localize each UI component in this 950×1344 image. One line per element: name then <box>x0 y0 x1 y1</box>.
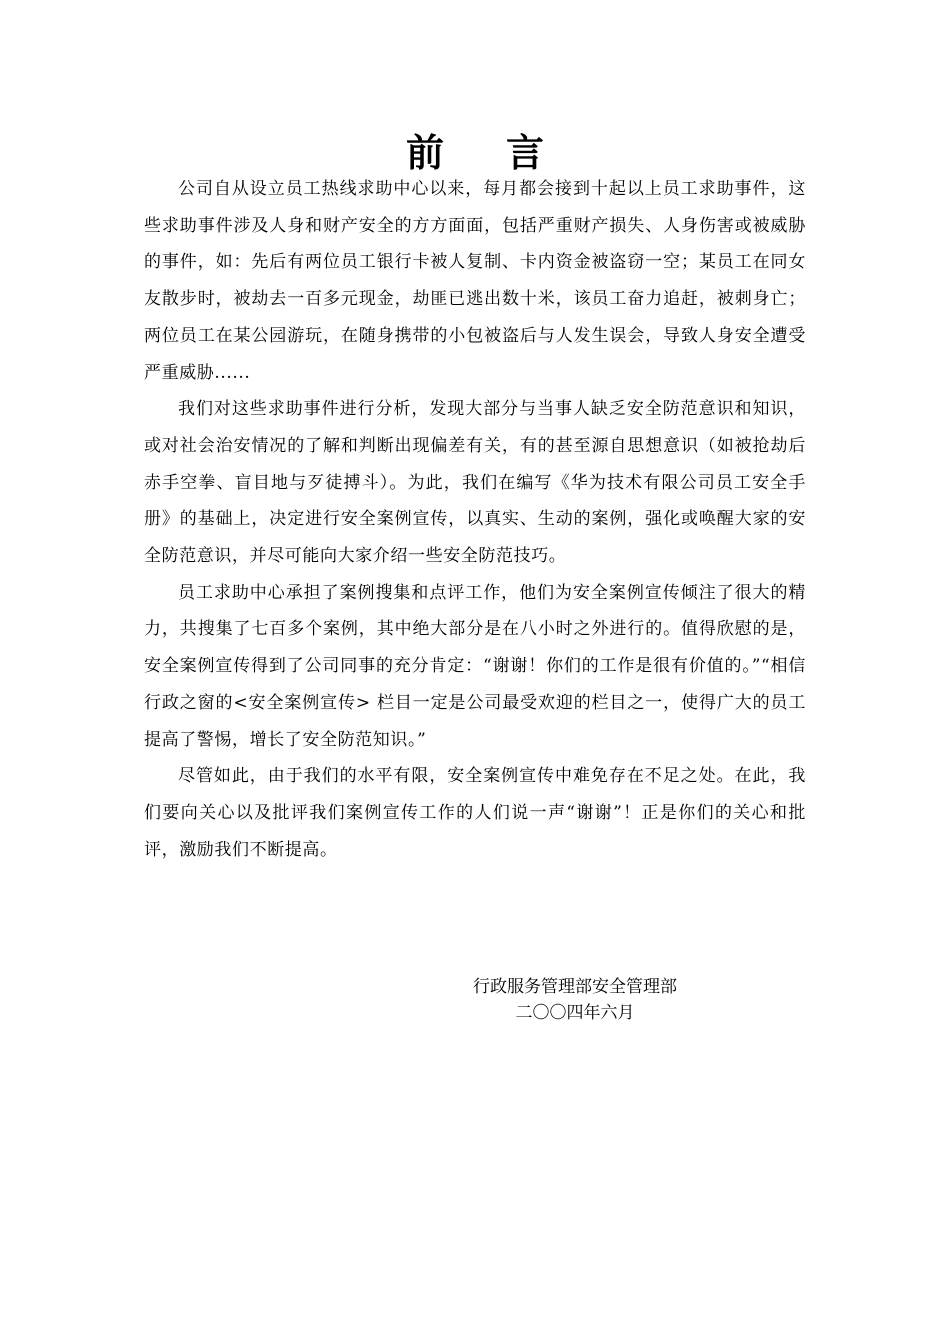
paragraph-2: 我们对这些求助事件进行分析，发现大部分与当事人缺乏安全防范意识和知识，或对社会治安情况的了解和判断出现偏差有关，有的甚至源自思想意识（如被抢劫后赤手空拳、盲目地与歹徒搏斗）。为此，我们在编写《华为技术有限公司员工安全手册》的基础上，决定进行安全案例宣传，以真实、生动的案例，强化或唤醒大家的安全防范意识，并尽可能向大家介绍一些安全防范技巧。 <box>144 399 806 567</box>
signature-block <box>430 974 720 1026</box>
paragraph-4: 尽管如此，由于我们的水平有限，安全案例宣传中难免存在不足之处。在此，我们要向关心以及批评我们案例宣传工作的人们说一声“谢谢”！正是你们的关心和批评，激励我们不断提高。 <box>144 766 806 860</box>
page-title: 前言 <box>405 130 606 175</box>
paragraph-1: 公司自从设立员工热线求助中心以来，每月都会接到十起以上员工求助事件，这些求助事件涉及人身和财产安全的方方面面，包括严重财产损失、人身伤害或被威胁的事件，如：先后有两位员工银行卡被人复制、卡内资金被盗窃一空；某员工在同女友散步时，被劫去一百多元现金，劫匪已逃出数十米，该员工奋力追赶，被刺身亡；两位员工在某公园游玩，在随身携带的小包被盗后与人发生误会，导致人身安全遭受严重威胁...... <box>144 179 806 383</box>
signature-department: 行政服务管理部安全管理部 <box>473 977 677 997</box>
signature-date: 二〇〇四年六月 <box>515 1003 635 1023</box>
paragraph-3: 员工求助中心承担了案例搜集和点评工作，他们为安全案例宣传倾注了很大的精力，共搜集了七百多个案例，其中绝大部分是在八小时之外进行的。值得欣慰的是，安全案例宣传得到了公司同事的充分肯定：“谢谢！你们的工作是很有价值的。”“相信行政之窗的<安全案例宣传> 栏目一定是公司最受欢迎的栏目之一，使得广大的员工提高了警惕，增长了安全防范知识。” <box>144 582 806 750</box>
preface-body <box>144 171 806 868</box>
